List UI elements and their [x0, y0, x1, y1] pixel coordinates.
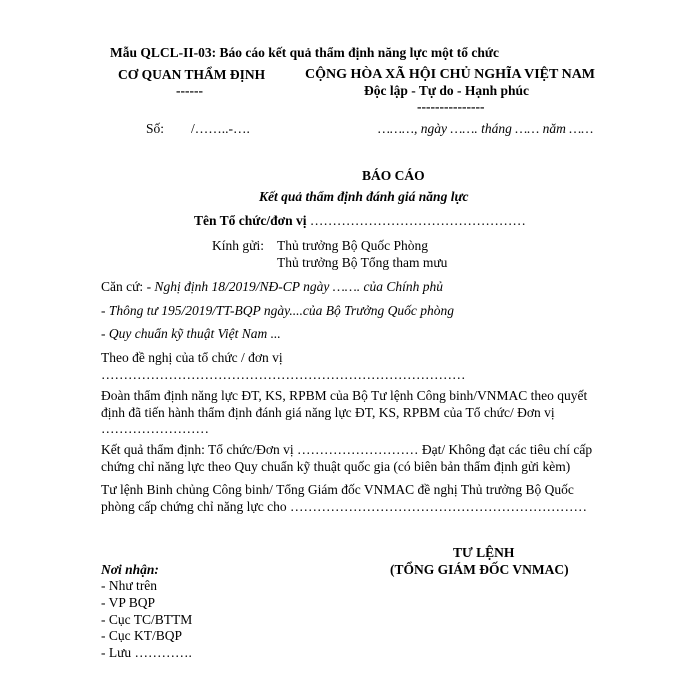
team-line-2: định đã tiến hành thẩm định đánh giá năng lực ĐT, KS, RPBM của Tổ chức/ Đơn vị [101, 405, 555, 420]
basis-item-decree: - Nghị định 18/2019/NĐ-CP ngày ……. của Chính phủ [146, 279, 443, 294]
national-title: CỘNG HÒA XÃ HỘI CHỦ NGHĨA VIỆT NAM [305, 67, 596, 82]
result-line-2: chứng chỉ năng lực theo Quy chuẩn kỹ thuật quốc gia (có biên bản thẩm định gửi kèm) [101, 459, 571, 474]
organization-dots: ………………………………………… [306, 213, 526, 228]
form-title: Mẫu QLCL-II-03: Báo cáo kết quả thẩm định năng lực một tổ chức [110, 45, 499, 60]
team-line-1: Đoàn thẩm định năng lực ĐT, KS, RPBM của Bộ Tư lệnh Công binh/VNMAC theo quyết [101, 388, 588, 403]
result-line-1: Kết quả thẩm định: Tổ chức/Đơn vị ……………………… Đạt/ Không đạt các tiêu chí cấp [101, 442, 593, 457]
request-line-2: phòng cấp chứng chỉ năng lực cho ………………………………………………………… [101, 499, 587, 514]
basis-line-1 [101, 279, 443, 295]
recipients-label: Nơi nhận: [101, 562, 159, 577]
signature-title: TƯ LỆNH [453, 545, 515, 560]
recipients-item: - Cục KT/BQP [101, 628, 182, 643]
report-subtitle: Kết quả thẩm định đánh giá năng lực [259, 189, 469, 204]
motto-divider: --------------- [417, 99, 485, 114]
document-date: ………, ngày ……. tháng …… năm …… [378, 121, 594, 136]
document-number: Số: /……..-…. [146, 121, 250, 136]
recipients-item: - Lưu …………. [101, 645, 192, 660]
team-line-3: …………………… [101, 421, 209, 436]
proposal-line-2: ……………………………………………………………………… [101, 367, 466, 382]
basis-prefix: Căn cứ: [101, 279, 147, 294]
recipients-item: - Cục TC/BTTM [101, 612, 193, 627]
organization-name-line [194, 213, 526, 229]
request-line-1: Tư lệnh Binh chủng Công binh/ Tổng Giám đốc VNMAC đề nghị Thủ trưởng Bộ Quốc [101, 482, 574, 497]
organization-label: Tên Tổ chức/đơn vị [194, 213, 307, 228]
agency-divider: ------ [176, 83, 203, 98]
report-title: BÁO CÁO [362, 168, 425, 183]
national-motto: Độc lập - Tự do - Hạnh phúc [364, 83, 530, 98]
recipient-line-1: Thủ trưởng Bộ Quốc Phòng [277, 238, 428, 253]
signature-subtitle: (TỔNG GIÁM ĐỐC VNMAC) [390, 562, 569, 577]
recipient-label: Kính gửi: [212, 238, 264, 253]
recipient-line-2: Thủ trưởng Bộ Tổng tham mưu [277, 255, 448, 270]
basis-item-standard: - Quy chuẩn kỹ thuật Việt Nam ... [101, 326, 281, 341]
issuing-agency: CƠ QUAN THẨM ĐỊNH [118, 67, 266, 82]
proposal-line-1: Theo đề nghị của tổ chức / đơn vị [101, 350, 283, 365]
recipients-item: - Như trên [101, 578, 158, 593]
basis-item-circular: - Thông tư 195/2019/TT-BQP ngày....của Bộ Trưởng Quốc phòng [101, 303, 454, 318]
recipients-item: - VP BQP [101, 595, 156, 610]
